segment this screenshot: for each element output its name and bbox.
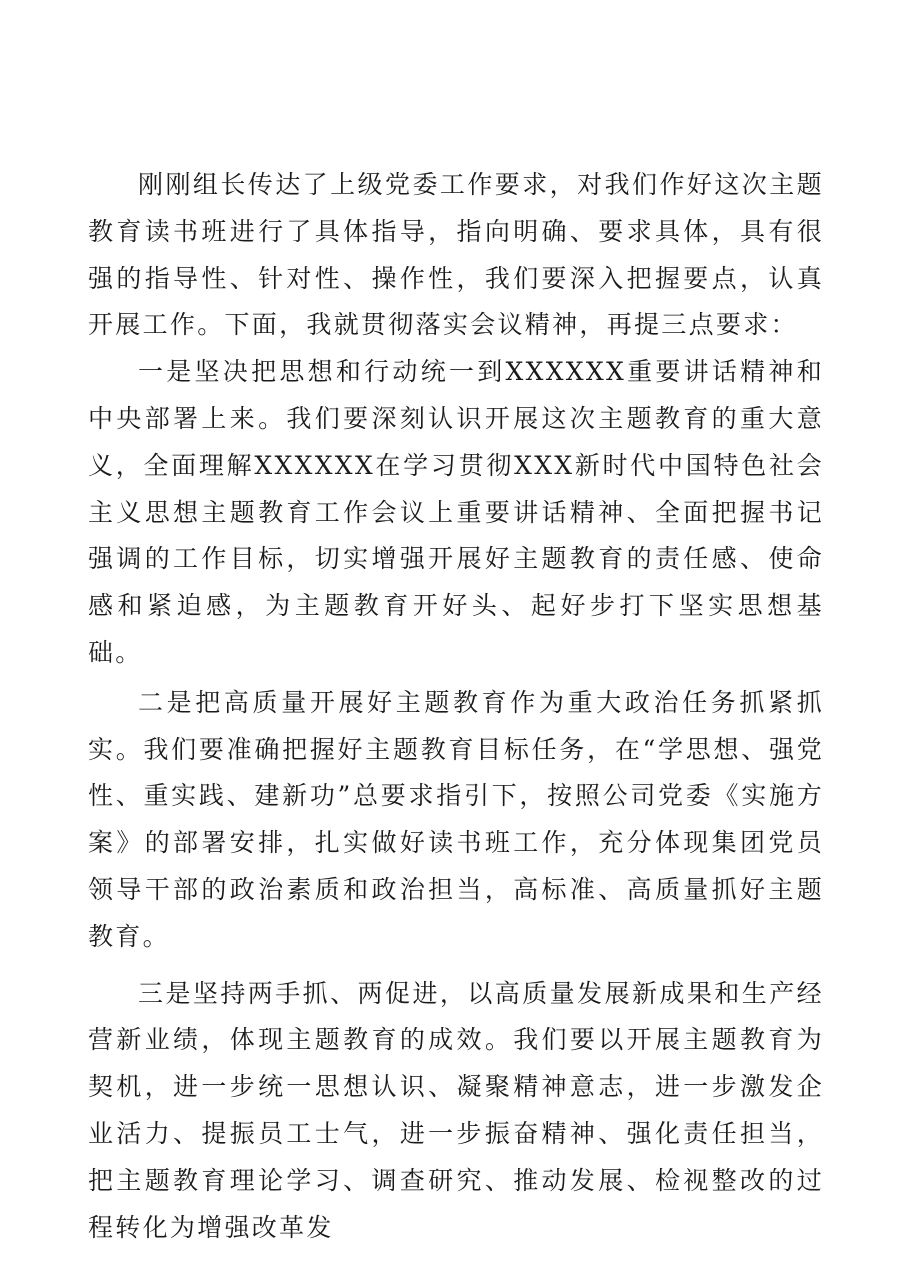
document-body — [88, 162, 824, 1251]
paragraph-intro: 刚刚组长传达了上级党委工作要求，对我们作好这次主题教育读书班进行了具体指导，指向明确、要求具体，具有很强的指导性、针对性、操作性，我们要深入把握要点，认真开展工作。下面，我就贯彻落实会议精神，再提三点要求： — [88, 170, 824, 340]
paragraph-point-two: 二是把高质量开展好主题教育作为重大政治任务抓紧抓实。我们要准确把握好主题教育目标任务，在“学思想、强党性、重实践、建新功”总要求指引下，按照公司党委《实施方案》的部署安排，扎实做好读书班工作，充分体现集团党员领导干部的政治素质和政治担当，高标准、高质量抓好主题教育。 — [88, 687, 824, 951]
paragraph-point-three: 三是坚持两手抓、两促进，以高质量发展新成果和生产经营新业绩，体现主题教育的成效。我们要以开展主题教育为契机，进一步统一思想认识、凝聚精神意志，进一步激发企业活力、提振员工士气，进一步振奋精神、强化责任担当，把主题教育理论学习、调查研究、推动发展、检视整改的过程转化为增强改革发 — [88, 978, 824, 1242]
paragraph-point-one: 一是坚决把思想和行动统一到XXXXXX重要讲话精神和中央部署上来。我们要深刻认识开展这次主题教育的重大意义，全面理解XXXXXX在学习贯彻XXX新时代中国特色社会主义思想主题教育工作会议上重要讲话精神、全面把握书记强调的工作目标，切实增强开展好主题教育的责任感、使命感和紧迫感，为主题教育开好头、起好步打下坚实思想基础。 — [88, 357, 824, 667]
